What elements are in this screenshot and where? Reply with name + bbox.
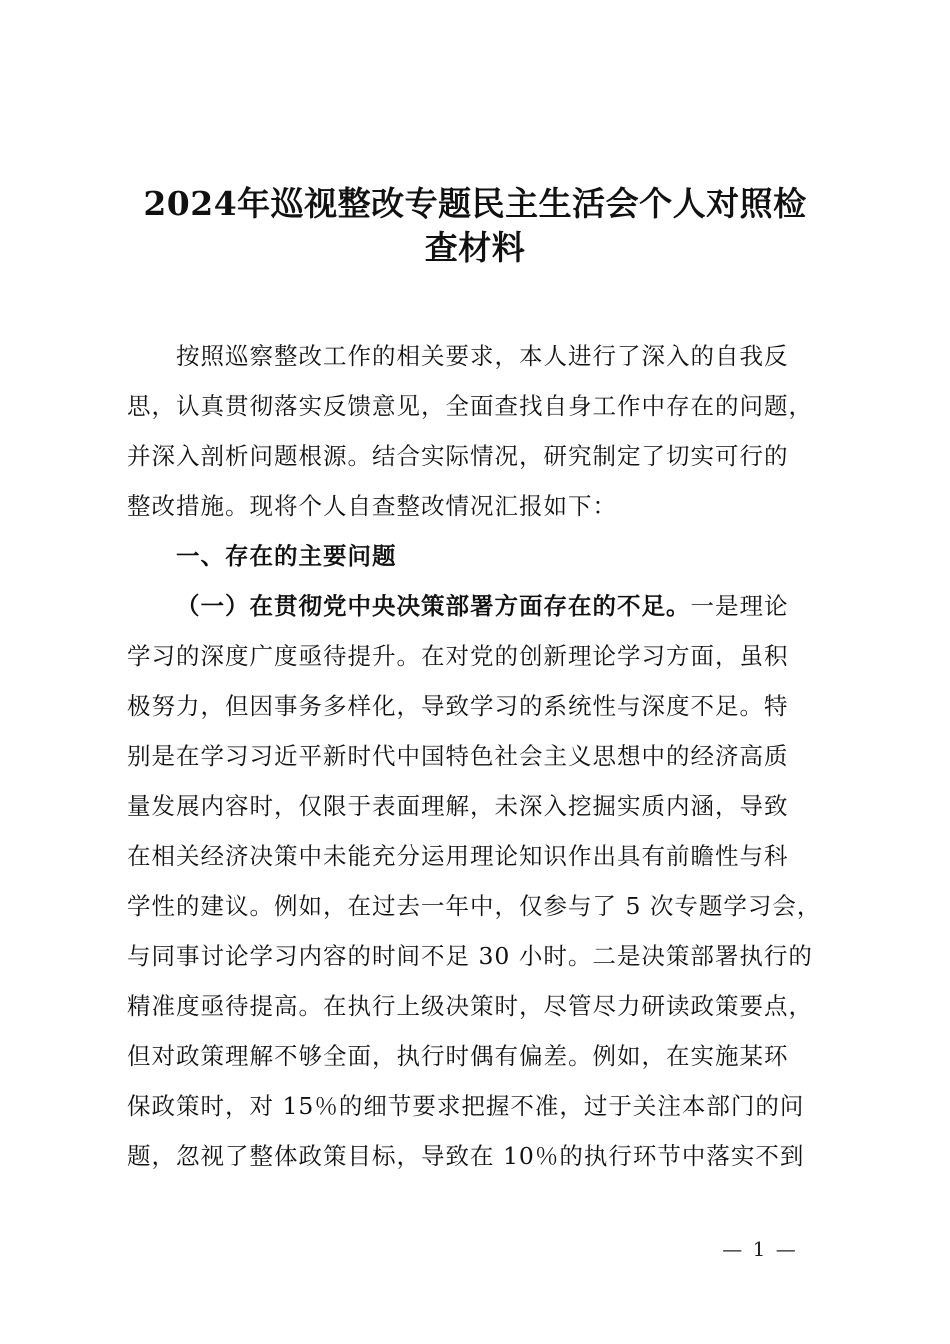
document-body (127, 331, 832, 1181)
subsection-first-line (127, 581, 832, 631)
body-line-6: 学性的建议。例如，在过去一年中，仅参与了 5 次专题学习会， (127, 892, 822, 920)
title-line-1: 2024年巡视整改专题民主生活会个人对照检 (143, 184, 807, 223)
body-line-10: 保政策时，对 15％的细节要求把握不准，过于关注本部门的问 (127, 1092, 805, 1120)
intro-line-4: 整改措施。现将个人自查整改情况汇报如下： (127, 492, 617, 520)
body-line-8: 精准度亟待提高。在执行上级决策时，尽管尽力研读政策要点， (127, 992, 813, 1020)
intro-line-1: 按照巡察整改工作的相关要求，本人进行了深入的自我反 (176, 342, 789, 370)
body-line-4: 量发展内容时，仅限于表面理解，未深入挖掘实质内涵，导致 (127, 792, 789, 820)
title-line-2: 查材料 (424, 228, 526, 267)
page-number: — 1 — (722, 1237, 798, 1261)
body-line-1: 学习的深度广度亟待提升。在对党的创新理论学习方面，虽积 (127, 642, 789, 670)
body-line-3: 别是在学习习近平新时代中国特色社会主义思想中的经济高质 (127, 742, 789, 770)
body-line-2: 极努力，但因事务多样化，导致学习的系统性与深度不足。特 (127, 692, 789, 720)
body-line-9: 但对政策理解不够全面，执行时偶有偏差。例如，在实施某环 (127, 1042, 789, 1070)
intro-line-3: 并深入剖析问题根源。结合实际情况，研究制定了切实可行的 (127, 442, 789, 470)
document-title (110, 182, 840, 270)
body-line-5: 在相关经济决策中未能充分运用理论知识作出具有前瞻性与科 (127, 842, 789, 870)
section-heading: 一、存在的主要问题 (176, 542, 397, 570)
intro-line-2: 思，认真贯彻落实反馈意见，全面查找自身工作中存在的问题， (127, 392, 813, 420)
body-line-11: 题，忽视了整体政策目标，导致在 10％的执行环节中落实不到 (127, 1142, 805, 1170)
subsection-first-line-text: 一是理论 (690, 592, 789, 620)
subsection-heading: （一）在贯彻党中央决策部署方面存在的不足。 (176, 592, 691, 620)
body-line-7: 与同事讨论学习内容的时间不足 30 小时。二是决策部署执行的 (127, 942, 813, 970)
